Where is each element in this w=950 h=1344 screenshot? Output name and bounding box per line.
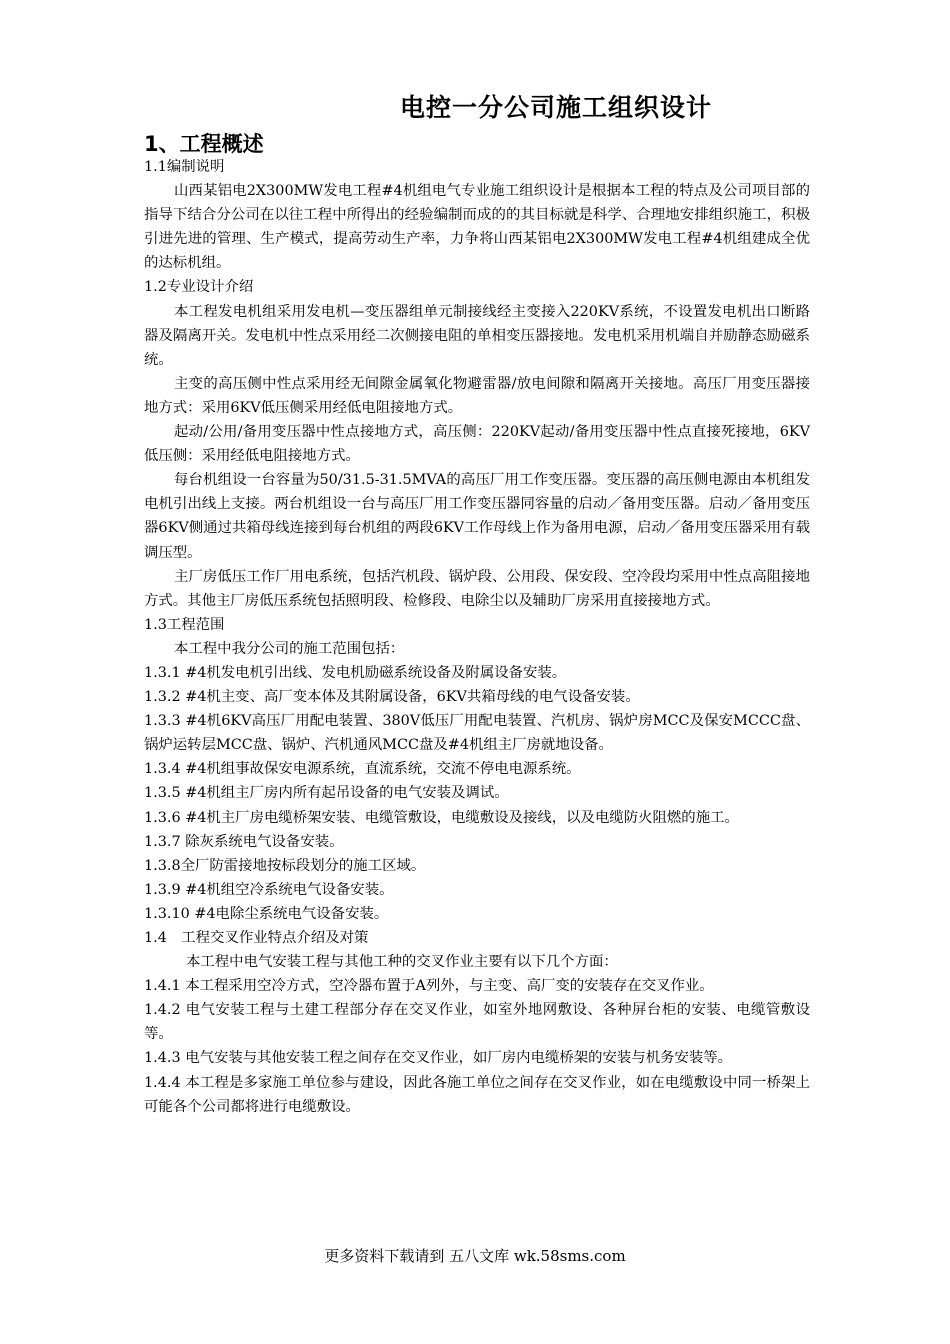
paragraph: 1.4.3 电气安装与其他安装工程之间存在交叉作业，如厂房内电缆桥架的安装与机务安装等。: [144, 1050, 733, 1067]
paragraph: 1.4.4 本工程是多家施工单位参与建设，因此各施工单位之间存在交叉作业，如在电缆敷设中同一桥架上可能各个公司都将进行电缆敷设。: [144, 1074, 810, 1115]
paragraph: 山西某铝电2X300MW发电工程#4机组电气专业施工组织设计是根据本工程的特点及公司项目部的指导下结合分公司在以往工程中所得出的经验编制而成的的其目标就是科学、合理地安排组织施工，积极引进先进的管理、生产模式，提高劳动生产率，力争将山西某铝电2X300MW发电工程#4机组建成全优的达标机组。: [144, 183, 810, 272]
paragraph: 主厂房低压工作厂用电系统，包括汽机段、锅炉段、公用段、保安段、空冷段均采用中性点高阻接地方式。其他主厂房低压系统包括照明段、检修段、电除尘以及辅助厂房采用直接接地方式。: [144, 568, 810, 609]
paragraph: 本工程发电机组采用发电机—变压器组单元制接线经主变接入220KV系统，不设置发电机出口断路器及隔离开关。发电机中性点采用经二次侧接电阻的单相变压器接地。发电机采用机端自并励静态励磁系统。: [144, 303, 810, 368]
paragraph: 1.3.1 #4机发电机引出线、发电机励磁系统设备及附属设备安装。: [144, 664, 567, 681]
paragraph: 1.3.2 #4机主变、高厂变本体及其附属设备，6KV共箱母线的电气设备安装。: [144, 689, 640, 706]
paragraph: 1.4.2 电气安装工程与土建工程部分存在交叉作业，如室外地网敷设、各种屏台柜的安装、电缆管敷设等。: [144, 1002, 810, 1043]
paragraph: 本工程中电气安装工程与其他工种的交叉作业主要有以下几个方面：: [186, 954, 618, 971]
paragraph: 1.3工程范围: [144, 616, 225, 633]
paragraph: 1.1编制说明: [144, 159, 225, 175]
paragraph: 1.3.9 #4机组空冷系统电气设备安装。: [144, 881, 394, 898]
paragraph: 1.3.10 #4电除尘系统电气设备安装。: [144, 905, 389, 922]
paragraph: 起动/公用/备用变压器中性点接地方式，高压侧：220KV起动/备用变压器中性点直接死接地，6KV低压侧：采用经低电阻接地方式。: [144, 424, 810, 465]
paragraph: 1.3.8全厂防雷接地按标段划分的施工区域。: [144, 857, 426, 874]
paragraph: 每台机组设一台容量为50/31.5-31.5MVA的高压厂用工作变压器。变压器的高压侧电源由本机组发电机引出线上支接。两台机组设一台与高压厂用工作变压器同容量的启动／备用变压器。启动／备用变压器6KV侧通过共箱母线连接到每台机组的两段6KV工作母线上作为备用电源，启动／备用变压器采用有载调压型。: [144, 472, 810, 561]
paragraph: 本工程中我分公司的施工范围包括：: [174, 640, 405, 657]
footer-link-text[interactable]: 更多资料下载请到 五八文库 wk.58sms.com: [324, 1247, 626, 1265]
document-title: 电控一分公司施工组织设计: [400, 93, 713, 122]
paragraph: 1.4 工程交叉作业特点介绍及对策: [144, 930, 369, 946]
paragraph: 1.3.4 #4机组事故保安电源系统，直流系统，交流不停电电源系统。: [144, 761, 581, 778]
paragraph: 1.3.7 除灰系统电气设备安装。: [144, 833, 344, 850]
document-body: [144, 155, 810, 1119]
paragraph: 1.3.6 #4机主厂房电缆桥架安装、电缆管敷设，电缆敷设及接线，以及电缆防火阻燃的施工。: [144, 809, 739, 826]
paragraph: 主变的高压侧中性点采用经无间隙金属氧化物避雷器/放电间隙和隔离开关接地。高压厂用变压器接地方式：采用6KV低压侧采用经低电阻接地方式。: [144, 375, 810, 416]
paragraph: 1.3.5 #4机组主厂房内所有起吊设备的电气安装及调试。: [144, 785, 509, 802]
paragraph: 1.2专业设计介绍: [144, 279, 254, 296]
section-heading: 1、工程概述: [144, 132, 264, 156]
paragraph: 1.4.1 本工程采用空冷方式，空冷器布置于A列外，与主变、高厂变的安装存在交叉作业。: [144, 978, 714, 995]
paragraph: 1.3.3 #4机6KV高压厂用配电装置、380V低压厂用配电装置、汽机房、锅炉房MCC及保安MCCC盘、锅炉运转层MCC盘、锅炉、汽机通风MCC盘及#4机组主厂房就地设备。: [144, 713, 810, 754]
